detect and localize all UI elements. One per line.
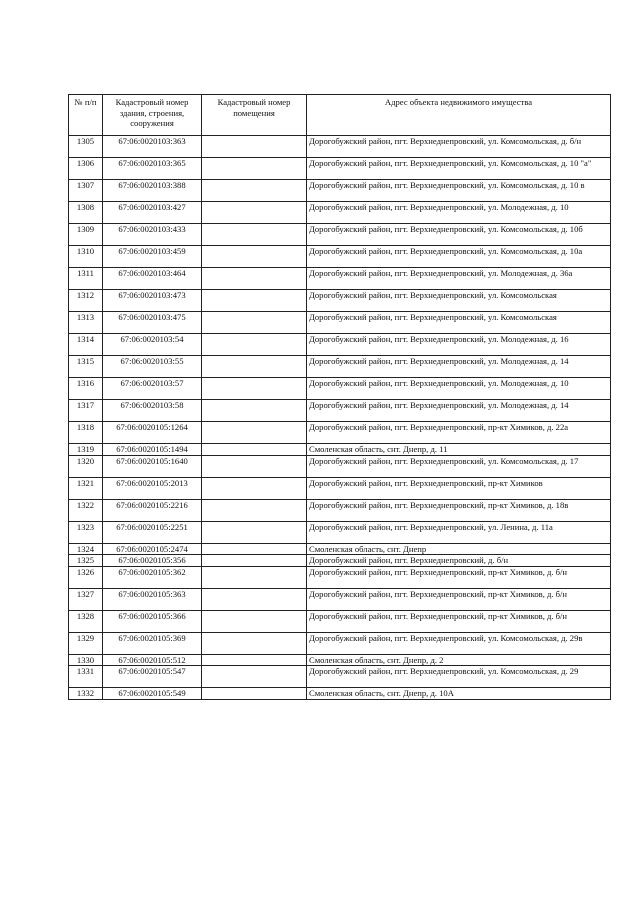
row-number-cell: 1328 <box>69 610 103 632</box>
row-number-cell: 1314 <box>69 334 103 356</box>
premises-cadastral-number-cell <box>202 666 307 688</box>
header-premises-cadastral-number: Кадастровый номер помещения <box>202 95 307 136</box>
table-row <box>69 202 611 224</box>
premises-cadastral-number-cell <box>202 202 307 224</box>
row-number-cell: 1326 <box>69 566 103 588</box>
property-address-cell: Смоленская область, снт. Днепр, д. 2 <box>307 654 611 666</box>
building-cadastral-number-cell: 67:06:0020105:363 <box>103 588 202 610</box>
property-address-cell: Дорогобужский район, пгт. Верхнеднепровский, пр-кт Химиков, д. б/н <box>307 566 611 588</box>
building-cadastral-number-cell: 67:06:0020105:1264 <box>103 422 202 444</box>
property-address-cell: Дорогобужский район, пгт. Верхнеднепровский, ул. Комсомольская, д. 29 <box>307 666 611 688</box>
table-row <box>69 654 611 666</box>
table-row <box>69 158 611 180</box>
property-address-cell: Дорогобужский район, пгт. Верхнеднепровский, ул. Комсомольская, д. 10б <box>307 224 611 246</box>
row-number-cell: 1323 <box>69 521 103 543</box>
building-cadastral-number-cell: 67:06:0020103:433 <box>103 224 202 246</box>
building-cadastral-number-cell: 67:06:0020105:356 <box>103 555 202 567</box>
property-address-cell: Дорогобужский район, пгт. Верхнеднепровский, ул. Комсомольская, д. 10а <box>307 246 611 268</box>
property-address-cell: Дорогобужский район, пгт. Верхнеднепровский, ул. Комсомольская, д. 29в <box>307 632 611 654</box>
premises-cadastral-number-cell <box>202 180 307 202</box>
building-cadastral-number-cell: 67:06:0020103:473 <box>103 290 202 312</box>
premises-cadastral-number-cell <box>202 444 307 456</box>
premises-cadastral-number-cell <box>202 378 307 400</box>
premises-cadastral-number-cell <box>202 588 307 610</box>
row-number-cell: 1318 <box>69 422 103 444</box>
premises-cadastral-number-cell <box>202 555 307 567</box>
table-row <box>69 521 611 543</box>
property-address-cell: Дорогобужский район, пгт. Верхнеднепровский, ул. Молодежная, д. 10 <box>307 378 611 400</box>
table-row <box>69 136 611 158</box>
row-number-cell: 1310 <box>69 246 103 268</box>
property-address-cell: Дорогобужский район, пгт. Верхнеднепровский, ул. Молодежная, д. 16 <box>307 334 611 356</box>
property-address-cell: Дорогобужский район, пгт. Верхнеднепровский, пр-кт Химиков, д. 18в <box>307 499 611 521</box>
table-row <box>69 246 611 268</box>
table-body <box>69 136 611 700</box>
property-address-cell: Дорогобужский район, пгт. Верхнеднепровский, ул. Молодежная, д. 14 <box>307 356 611 378</box>
property-address-cell: Дорогобужский район, пгт. Верхнеднепровский, ул. Комсомольская, д. 10 в <box>307 180 611 202</box>
row-number-cell: 1311 <box>69 268 103 290</box>
table-row <box>69 499 611 521</box>
row-number-cell: 1325 <box>69 555 103 567</box>
premises-cadastral-number-cell <box>202 654 307 666</box>
premises-cadastral-number-cell <box>202 543 307 555</box>
table-row <box>69 180 611 202</box>
building-cadastral-number-cell: 67:06:0020105:2216 <box>103 499 202 521</box>
row-number-cell: 1321 <box>69 477 103 499</box>
building-cadastral-number-cell: 67:06:0020103:363 <box>103 136 202 158</box>
row-number-cell: 1324 <box>69 543 103 555</box>
row-number-cell: 1327 <box>69 588 103 610</box>
premises-cadastral-number-cell <box>202 268 307 290</box>
property-address-cell: Смоленская область, снт. Днепр <box>307 543 611 555</box>
row-number-cell: 1307 <box>69 180 103 202</box>
row-number-cell: 1329 <box>69 632 103 654</box>
row-number-cell: 1306 <box>69 158 103 180</box>
table-row <box>69 312 611 334</box>
building-cadastral-number-cell: 67:06:0020105:366 <box>103 610 202 632</box>
premises-cadastral-number-cell <box>202 566 307 588</box>
premises-cadastral-number-cell <box>202 610 307 632</box>
premises-cadastral-number-cell <box>202 246 307 268</box>
building-cadastral-number-cell: 67:06:0020105:2474 <box>103 543 202 555</box>
premises-cadastral-number-cell <box>202 521 307 543</box>
row-number-cell: 1322 <box>69 499 103 521</box>
premises-cadastral-number-cell <box>202 499 307 521</box>
table-row <box>69 610 611 632</box>
row-number-cell: 1308 <box>69 202 103 224</box>
building-cadastral-number-cell: 67:06:0020105:1494 <box>103 444 202 456</box>
row-number-cell: 1313 <box>69 312 103 334</box>
property-address-cell: Дорогобужский район, пгт. Верхнеднепровский, ул. Комсомольская, д. 17 <box>307 455 611 477</box>
table-row <box>69 632 611 654</box>
premises-cadastral-number-cell <box>202 312 307 334</box>
row-number-cell: 1312 <box>69 290 103 312</box>
table-row <box>69 444 611 456</box>
building-cadastral-number-cell: 67:06:0020103:388 <box>103 180 202 202</box>
premises-cadastral-number-cell <box>202 477 307 499</box>
table-row <box>69 224 611 246</box>
building-cadastral-number-cell: 67:06:0020105:369 <box>103 632 202 654</box>
premises-cadastral-number-cell <box>202 158 307 180</box>
building-cadastral-number-cell: 67:06:0020105:2251 <box>103 521 202 543</box>
property-registry-table <box>68 94 611 700</box>
table-row <box>69 543 611 555</box>
table-row <box>69 555 611 567</box>
row-number-cell: 1319 <box>69 444 103 456</box>
table-row <box>69 356 611 378</box>
property-address-cell: Дорогобужский район, пгт. Верхнеднепровский, пр-кт Химиков, д. 22а <box>307 422 611 444</box>
premises-cadastral-number-cell <box>202 290 307 312</box>
header-building-cadastral-number: Кадастровый номер здания, строения, сооружения <box>103 95 202 136</box>
table-row <box>69 688 611 700</box>
table-row <box>69 422 611 444</box>
premises-cadastral-number-cell <box>202 136 307 158</box>
row-number-cell: 1320 <box>69 455 103 477</box>
property-address-cell: Дорогобужский район, пгт. Верхнеднепровский, ул. Ленина, д. 11а <box>307 521 611 543</box>
row-number-cell: 1330 <box>69 654 103 666</box>
table-row <box>69 378 611 400</box>
property-address-cell: Дорогобужский район, пгт. Верхнеднепровский, ул. Молодежная, д. 36а <box>307 268 611 290</box>
building-cadastral-number-cell: 67:06:0020103:365 <box>103 158 202 180</box>
table-row <box>69 666 611 688</box>
property-address-cell: Дорогобужский район, пгт. Верхнеднепровский, пр-кт Химиков, д. б/н <box>307 588 611 610</box>
building-cadastral-number-cell: 67:06:0020103:54 <box>103 334 202 356</box>
table-row <box>69 290 611 312</box>
row-number-cell: 1331 <box>69 666 103 688</box>
building-cadastral-number-cell: 67:06:0020103:464 <box>103 268 202 290</box>
property-address-cell: Смоленская область, снт. Днепр, д. 11 <box>307 444 611 456</box>
building-cadastral-number-cell: 67:06:0020103:475 <box>103 312 202 334</box>
header-row-number: № п/п <box>69 95 103 136</box>
building-cadastral-number-cell: 67:06:0020103:57 <box>103 378 202 400</box>
building-cadastral-number-cell: 67:06:0020103:459 <box>103 246 202 268</box>
building-cadastral-number-cell: 67:06:0020105:547 <box>103 666 202 688</box>
table-row <box>69 455 611 477</box>
building-cadastral-number-cell: 67:06:0020103:427 <box>103 202 202 224</box>
building-cadastral-number-cell: 67:06:0020105:1640 <box>103 455 202 477</box>
property-address-cell: Дорогобужский район, пгт. Верхнеднепровский, ул. Молодежная, д. 10 <box>307 202 611 224</box>
row-number-cell: 1316 <box>69 378 103 400</box>
premises-cadastral-number-cell <box>202 356 307 378</box>
building-cadastral-number-cell: 67:06:0020105:2013 <box>103 477 202 499</box>
table-row <box>69 268 611 290</box>
table-row <box>69 400 611 422</box>
table-row <box>69 588 611 610</box>
header-property-address: Адрес объекта недвижимого имущества <box>307 95 611 136</box>
property-address-cell: Дорогобужский район, пгт. Верхнеднепровский, ул. Комсомольская <box>307 312 611 334</box>
table-row <box>69 477 611 499</box>
building-cadastral-number-cell: 67:06:0020105:512 <box>103 654 202 666</box>
premises-cadastral-number-cell <box>202 334 307 356</box>
property-address-cell: Дорогобужский район, пгт. Верхнеднепровский, ул. Комсомольская, д. б/н <box>307 136 611 158</box>
premises-cadastral-number-cell <box>202 224 307 246</box>
row-number-cell: 1305 <box>69 136 103 158</box>
premises-cadastral-number-cell <box>202 632 307 654</box>
premises-cadastral-number-cell <box>202 688 307 700</box>
property-address-cell: Дорогобужский район, пгт. Верхнеднепровский, ул. Комсомольская, д. 10 "а" <box>307 158 611 180</box>
property-address-cell: Дорогобужский район, пгт. Верхнеднепровский, ул. Комсомольская <box>307 290 611 312</box>
property-address-cell: Смоленская область, снт. Днепр, д. 10А <box>307 688 611 700</box>
premises-cadastral-number-cell <box>202 400 307 422</box>
row-number-cell: 1332 <box>69 688 103 700</box>
building-cadastral-number-cell: 67:06:0020105:549 <box>103 688 202 700</box>
premises-cadastral-number-cell <box>202 422 307 444</box>
table-header-row <box>69 95 611 136</box>
property-address-cell: Дорогобужский район, пгт. Верхнеднепровский, ул. Молодежная, д. 14 <box>307 400 611 422</box>
property-address-cell: Дорогобужский район, пгт. Верхнеднепровский, д. б/н <box>307 555 611 567</box>
premises-cadastral-number-cell <box>202 455 307 477</box>
property-address-cell: Дорогобужский район, пгт. Верхнеднепровский, пр-кт Химиков <box>307 477 611 499</box>
building-cadastral-number-cell: 67:06:0020103:55 <box>103 356 202 378</box>
building-cadastral-number-cell: 67:06:0020103:58 <box>103 400 202 422</box>
table-row <box>69 334 611 356</box>
row-number-cell: 1317 <box>69 400 103 422</box>
building-cadastral-number-cell: 67:06:0020105:362 <box>103 566 202 588</box>
property-address-cell: Дорогобужский район, пгт. Верхнеднепровский, пр-кт Химиков, д. б/н <box>307 610 611 632</box>
row-number-cell: 1315 <box>69 356 103 378</box>
row-number-cell: 1309 <box>69 224 103 246</box>
table-row <box>69 566 611 588</box>
